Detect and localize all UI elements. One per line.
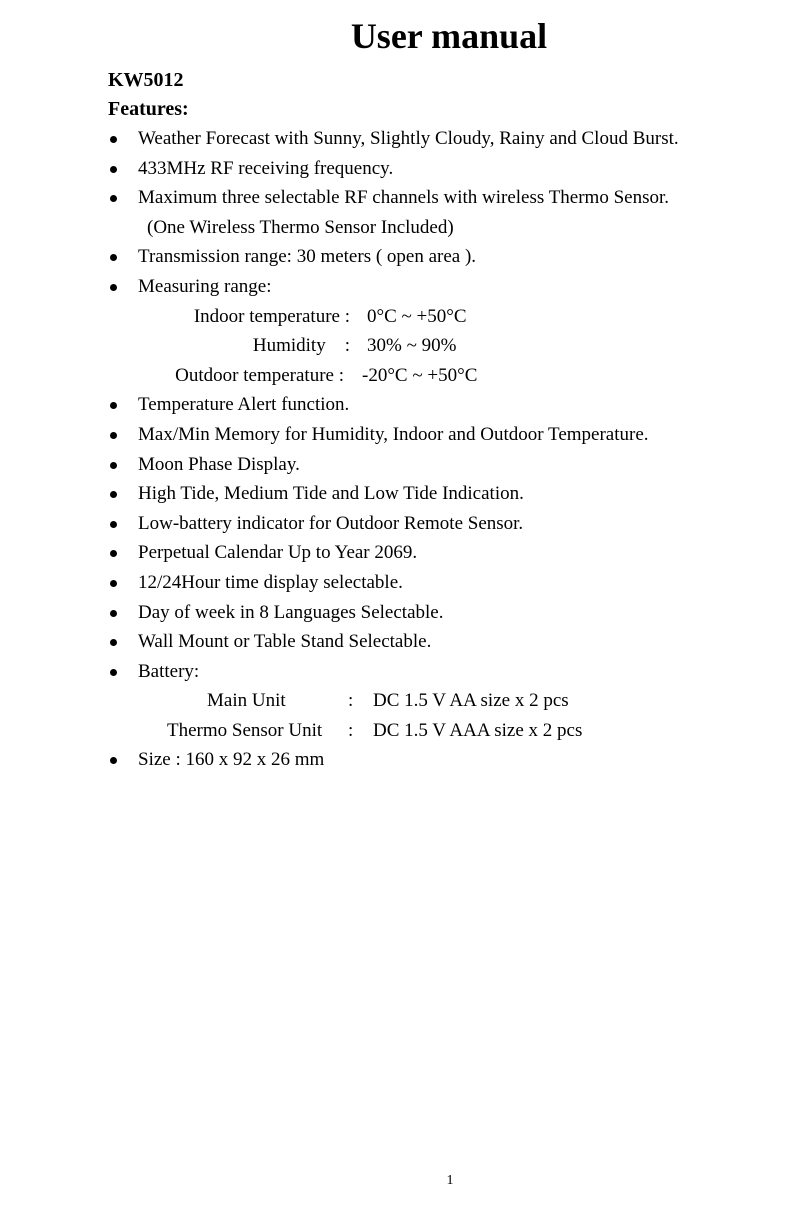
feature-text: Perpetual Calendar Up to Year 2069. — [138, 542, 418, 564]
list-item — [0, 183, 808, 213]
list-item — [0, 154, 808, 184]
measuring-range-row — [0, 331, 808, 361]
feature-text: Moon Phase Display. — [138, 453, 300, 475]
bullet-icon — [110, 580, 117, 587]
bullet-icon — [110, 550, 117, 557]
bullet-icon — [110, 432, 117, 439]
list-item-continuation — [0, 213, 808, 243]
bullet-icon — [110, 402, 117, 409]
battery-label: Main Unit — [207, 690, 286, 712]
range-label: Humidity : — [252, 335, 350, 357]
feature-text: High Tide, Medium Tide and Low Tide Indication. — [138, 483, 524, 505]
range-value: 30% ~ 90% — [367, 335, 457, 357]
feature-text: Weather Forecast with Sunny, Slightly Cloudy, Rainy and Cloud Burst. — [138, 128, 679, 149]
battery-value: DC 1.5 V AA size x 2 pcs — [373, 690, 569, 712]
battery-label: Thermo Sensor Unit — [167, 719, 323, 741]
range-value: 0°C ~ +50°C — [367, 305, 467, 327]
feature-text: Size : 160 x 92 x 26 mm — [138, 749, 325, 771]
range-label: Outdoor temperature : — [175, 364, 344, 386]
bullet-icon — [110, 639, 117, 646]
feature-note: (One Wireless Thermo Sensor Included) — [147, 216, 454, 238]
range-label: Indoor temperature : — [193, 305, 350, 327]
bullet-icon — [110, 254, 117, 261]
bullet-icon — [110, 757, 117, 764]
feature-text: Wall Mount or Table Stand Selectable. — [138, 631, 432, 653]
list-item — [0, 627, 808, 657]
list-item — [0, 479, 808, 509]
bullet-icon — [110, 284, 117, 291]
list-item — [0, 450, 808, 480]
battery-colon: : — [348, 719, 354, 741]
list-item — [0, 124, 808, 154]
feature-text: Transmission range: 30 meters ( open area ). — [138, 246, 477, 268]
measuring-range-row — [0, 361, 808, 391]
page-title: User manual — [350, 16, 548, 56]
list-item — [0, 509, 808, 539]
page-number: 1 — [446, 1173, 454, 1188]
list-item — [0, 568, 808, 598]
list-item — [0, 538, 808, 568]
bullet-icon — [110, 610, 117, 617]
bullet-icon — [110, 521, 117, 528]
features-heading: Features: — [108, 98, 189, 120]
bullet-icon — [110, 166, 117, 173]
feature-text: Day of week in 8 Languages Selectable. — [138, 601, 444, 623]
battery-row — [0, 686, 808, 716]
measuring-range-row — [0, 302, 808, 332]
list-item — [0, 598, 808, 628]
list-item — [0, 745, 808, 775]
feature-text: 12/24Hour time display selectable. — [138, 571, 403, 593]
features-list — [0, 124, 808, 775]
list-item — [0, 390, 808, 420]
bullet-icon — [110, 136, 117, 143]
list-item — [0, 272, 808, 302]
feature-text: Measuring range: — [138, 275, 272, 297]
feature-text: Low-battery indicator for Outdoor Remote Sensor. — [138, 512, 524, 534]
model-number: KW5012 — [108, 69, 184, 91]
feature-text: Max/Min Memory for Humidity, Indoor and Outdoor Temperature. — [138, 423, 649, 445]
range-value: -20°C ~ +50°C — [362, 364, 478, 386]
bullet-icon — [110, 195, 117, 202]
battery-colon: : — [348, 690, 354, 712]
battery-row — [0, 716, 808, 746]
bullet-icon — [110, 669, 117, 676]
list-item — [0, 242, 808, 272]
feature-text: Maximum three selectable RF channels with wireless Thermo Sensor. — [138, 187, 670, 209]
list-item — [0, 420, 808, 450]
bullet-icon — [110, 462, 117, 469]
list-item — [0, 657, 808, 687]
feature-text: Battery: — [138, 660, 200, 682]
feature-text: Temperature Alert function. — [138, 394, 350, 416]
feature-text: 433MHz RF receiving frequency. — [138, 157, 394, 179]
battery-value: DC 1.5 V AAA size x 2 pcs — [373, 719, 583, 741]
bullet-icon — [110, 491, 117, 498]
